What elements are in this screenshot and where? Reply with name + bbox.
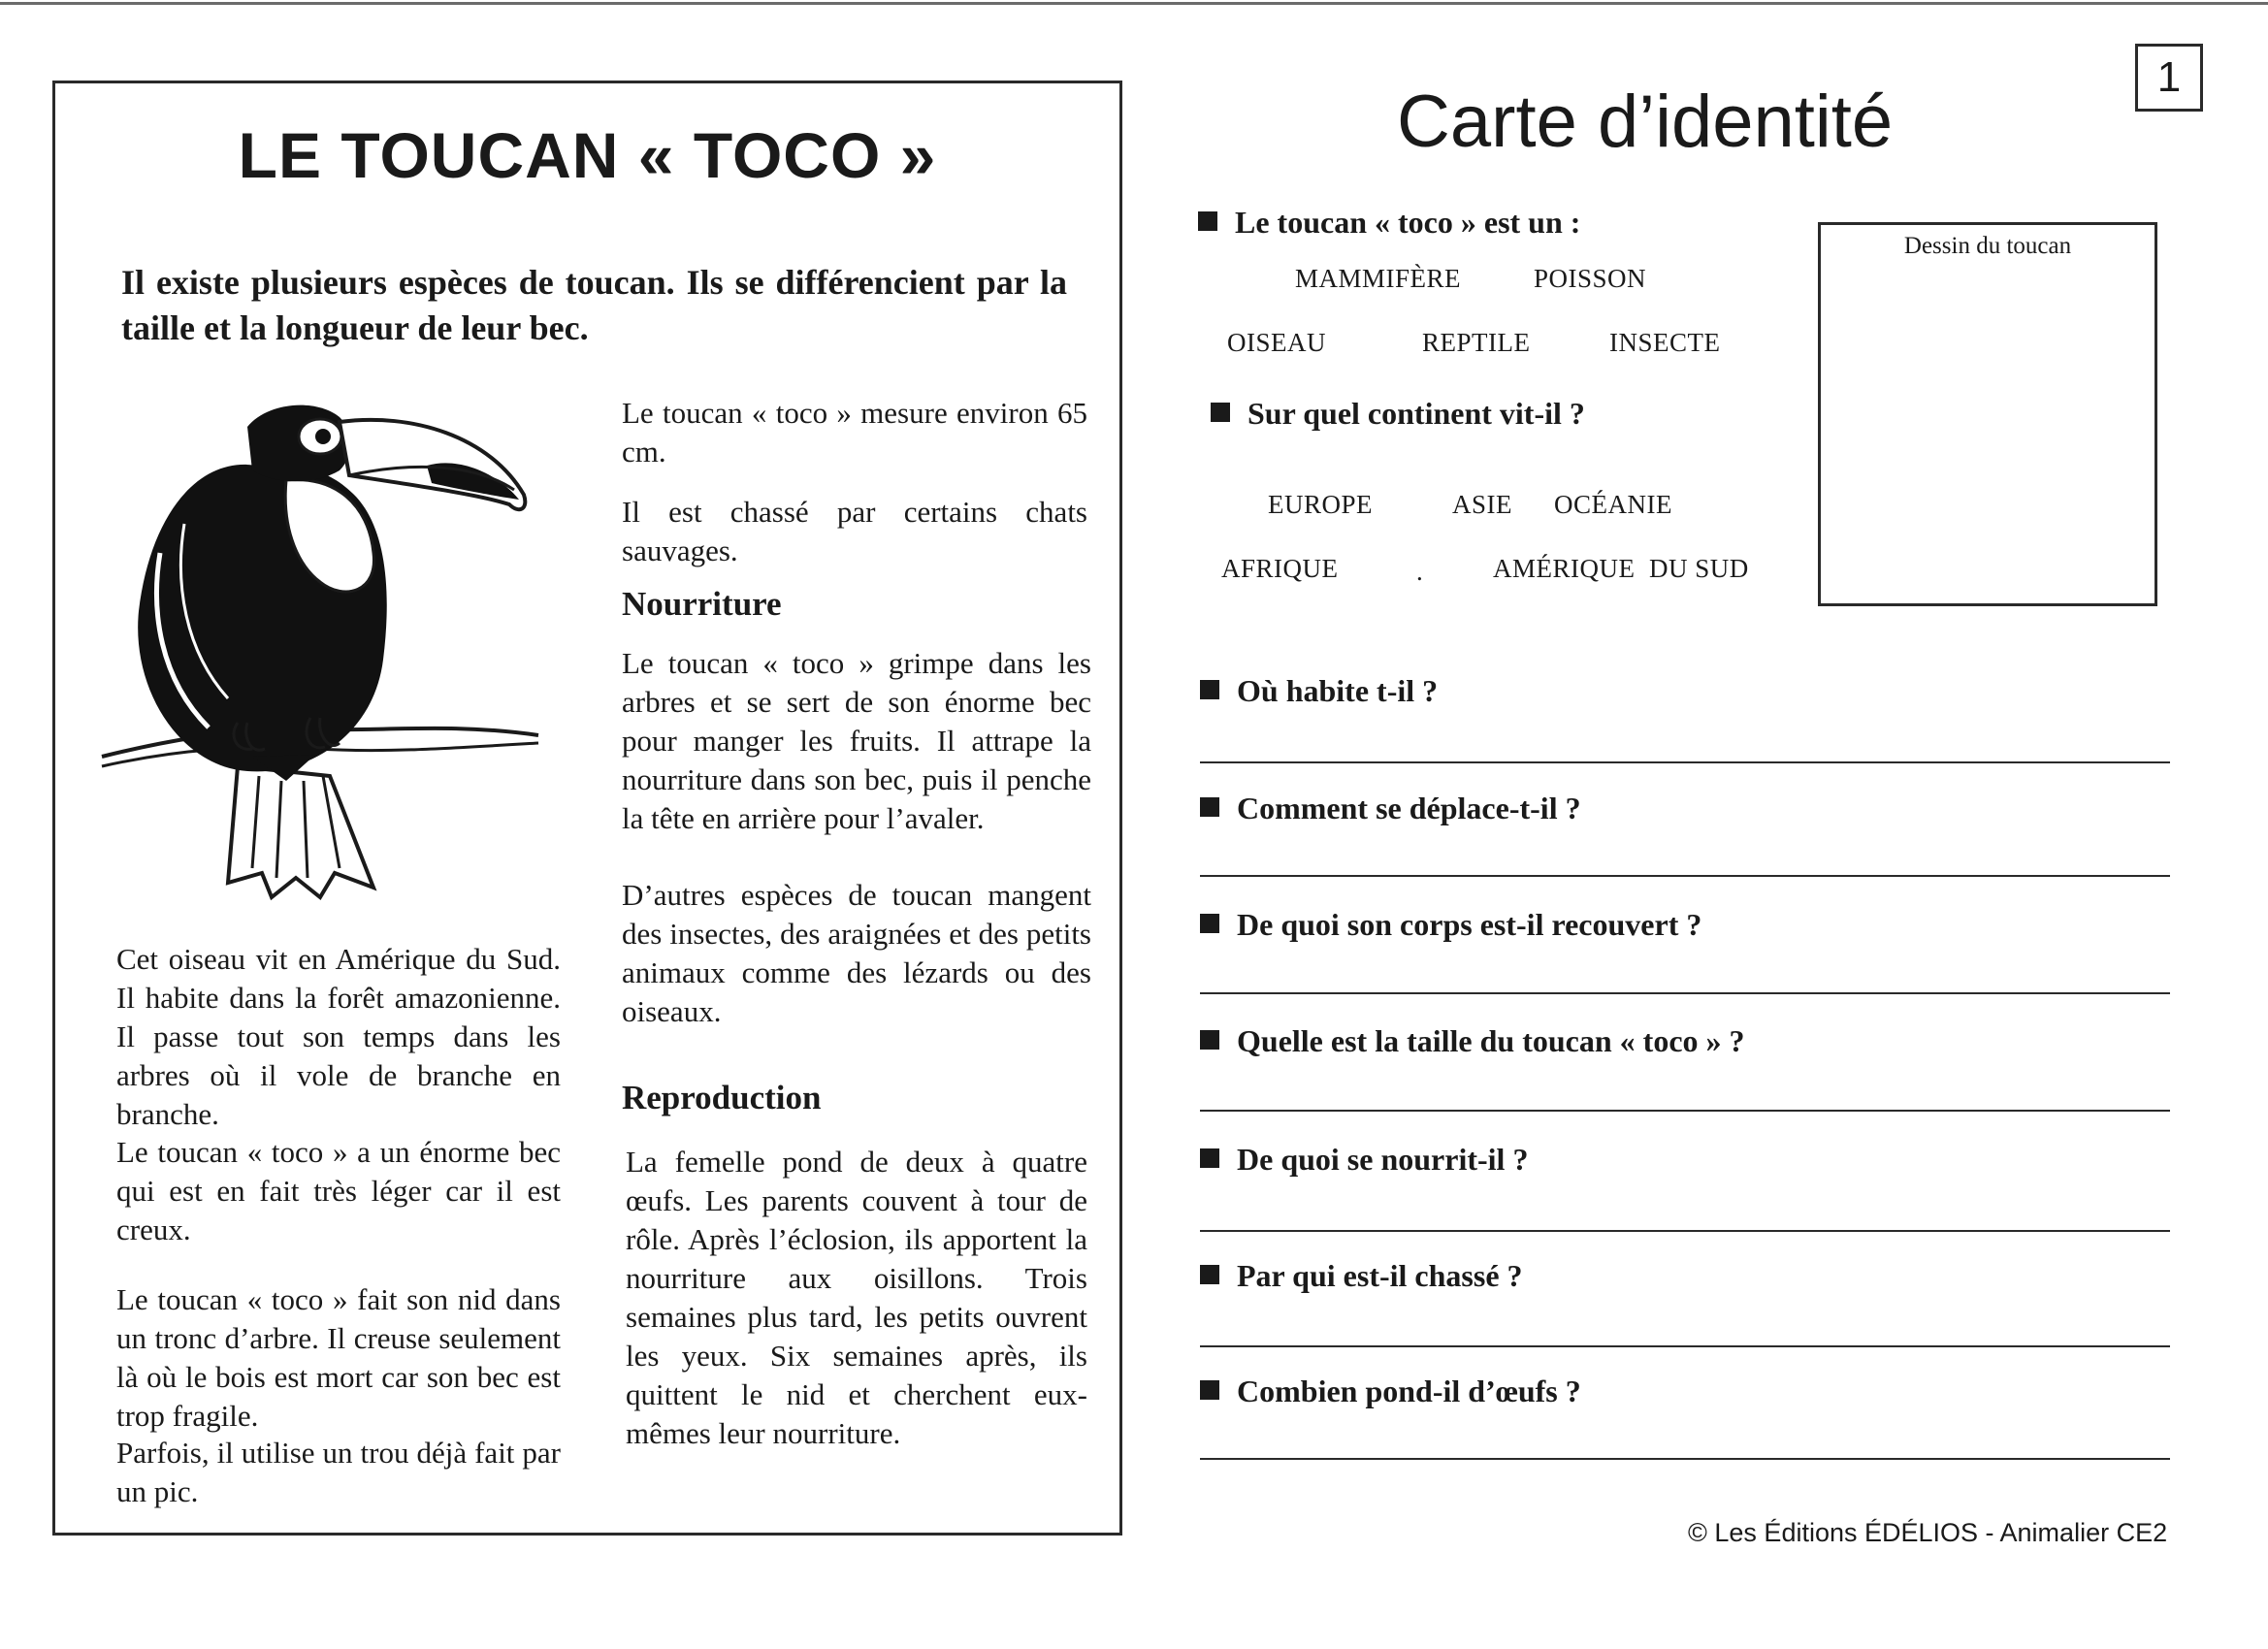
copyright-footer: © Les Éditions ÉDÉLIOS - Animalier CE2	[1688, 1518, 2168, 1547]
toucan-illustration	[92, 388, 558, 912]
predator-paragraph: Il est chassé par certains chats sauvages.	[622, 495, 1087, 567]
page-number: 1	[2135, 44, 2203, 112]
stray-dot: .	[1416, 557, 1424, 586]
option-reptile: REPTILE	[1422, 328, 1531, 357]
answer-line-predator[interactable]	[1200, 1345, 2170, 1347]
answer-line-covering[interactable]	[1200, 992, 2170, 994]
identity-card-title: Carte d’identité	[1397, 81, 1894, 163]
habitat-paragraph: Cet oiseau vit en Amérique du Sud. Il habite dans la forêt amazonienne. Il passe tout son temps dans les arbres où il vole de branche en branche.	[116, 942, 561, 1131]
nest-paragraph: Le toucan « toco » fait son nid dans un tronc d’arbre. Il creuse seulement là où le bois est mort car son bec est trop fragile.	[116, 1282, 561, 1433]
size-paragraph: Le toucan « toco » mesure environ 65 cm.	[622, 396, 1087, 469]
option-europe: EUROPE	[1268, 490, 1374, 519]
nourriture-paragraph-1: Le toucan « toco » grimpe dans les arbres et se sert de son énorme bec pour manger les fruits. Il attrape la nourriture dans son bec, puis il penche la tête en arrière pour l’avaler.	[622, 646, 1091, 835]
question-size: Quelle est la taille du toucan « toco » ?	[1200, 1023, 1745, 1059]
drawing-label: Dessin du toucan	[1903, 233, 2072, 259]
option-mammifere: MAMMIFÈRE	[1295, 264, 1462, 293]
question-covering: De quoi son corps est-il recouvert ?	[1200, 907, 1701, 943]
question-type: Le toucan « toco » est un :	[1198, 205, 1580, 241]
question-continent: Sur quel continent vit-il ?	[1211, 396, 1585, 432]
drawing-box[interactable]	[1818, 222, 2157, 606]
nest-paragraph-2: Parfois, il utilise un trou déjà fait par un pic.	[116, 1436, 561, 1508]
answer-line-eggs[interactable]	[1200, 1458, 2170, 1460]
square-bullet-icon	[1211, 403, 1230, 422]
option-oceanie: OCÉANIE	[1554, 490, 1672, 519]
square-bullet-icon	[1198, 211, 1217, 231]
reproduction-paragraph: La femelle pond de deux à quatre œufs. Les parents couvent à tour de rôle. Après l’éclosion, ils apportent la nourriture aux oisillons. Trois semaines plus tard, les petits ouvrent les yeux. Six semaines après, ils quittent le nid et cherchent eux-mêmes leur nourriture.	[626, 1145, 1087, 1450]
square-bullet-icon	[1200, 1265, 1219, 1284]
page-title: LE TOUCAN « TOCO »	[238, 119, 937, 191]
square-bullet-icon	[1200, 914, 1219, 933]
square-bullet-icon	[1200, 1030, 1219, 1050]
option-poisson: POISSON	[1534, 264, 1647, 293]
top-border-line	[0, 2, 2268, 5]
option-oiseau: OISEAU	[1227, 328, 1326, 357]
nourriture-paragraph-2: D’autres espèces de toucan mangent des insectes, des araignées et des petits animaux comme des lézards ou des oiseaux.	[622, 878, 1091, 1028]
option-insecte: INSECTE	[1609, 328, 1721, 357]
answer-line-movement[interactable]	[1200, 875, 2170, 877]
square-bullet-icon	[1200, 680, 1219, 699]
beak-paragraph: Le toucan « toco » a un énorme bec qui est en fait très léger car il est creux.	[116, 1135, 561, 1246]
question-habitat: Où habite t-il ?	[1200, 673, 1438, 709]
square-bullet-icon	[1200, 1148, 1219, 1168]
answer-line-size[interactable]	[1200, 1110, 2170, 1112]
intro-text: Il existe plusieurs espèces de toucan. Ils se différencient par la taille et la longueur de leur bec.	[121, 263, 1067, 347]
nourriture-heading: Nourriture	[622, 585, 782, 623]
option-afrique: AFRIQUE	[1221, 554, 1339, 583]
square-bullet-icon	[1200, 797, 1219, 817]
question-movement: Comment se déplace-t-il ?	[1200, 791, 1581, 826]
option-amerique-du-sud: AMÉRIQUE DU SUD	[1493, 554, 1749, 583]
answer-line-habitat[interactable]	[1200, 761, 2170, 763]
question-food: De quoi se nourrit-il ?	[1200, 1142, 1528, 1178]
square-bullet-icon	[1200, 1380, 1219, 1400]
question-predator: Par qui est-il chassé ?	[1200, 1258, 1523, 1294]
answer-line-food[interactable]	[1200, 1230, 2170, 1232]
reproduction-heading: Reproduction	[622, 1079, 822, 1116]
question-eggs: Combien pond-il d’œufs ?	[1200, 1374, 1581, 1409]
option-asie: ASIE	[1452, 490, 1512, 519]
